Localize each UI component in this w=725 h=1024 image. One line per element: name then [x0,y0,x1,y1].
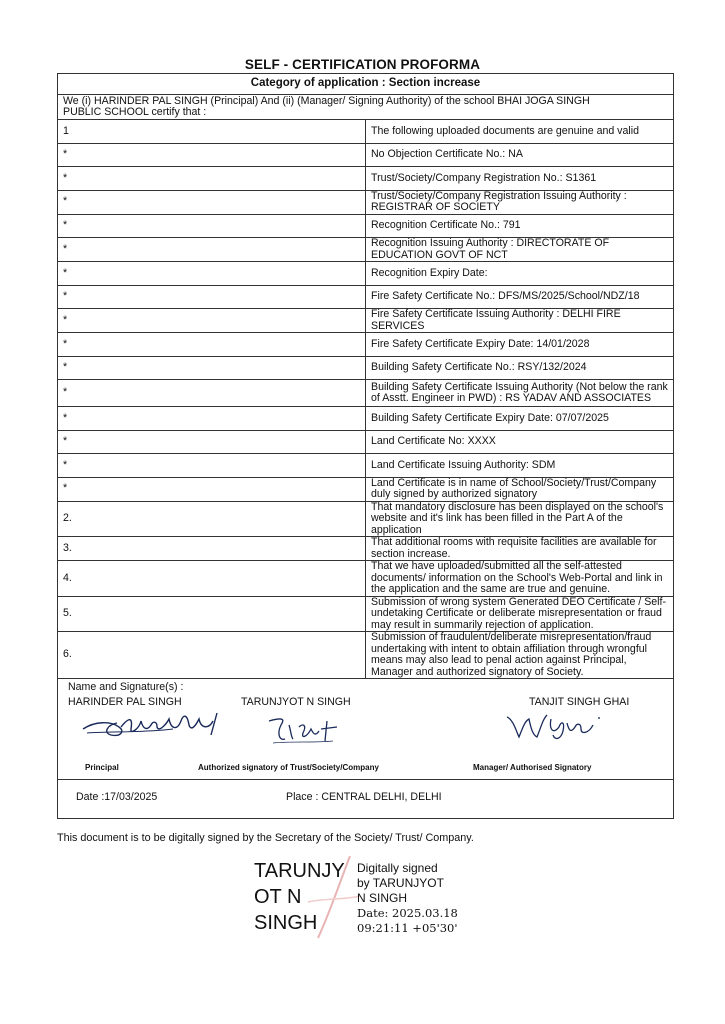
row-number: 5. [58,596,366,632]
row-number: * [58,190,366,214]
footnote: This document is to be digitally signed by the Secretary of the Society/ Trust/ Company. [57,832,474,844]
signer-name-line-2: OT N [254,886,302,908]
row-text: Recognition Issuing Authority : DIRECTORATE OF EDUCATION GOVT OF NCT [366,238,674,262]
row-text: Building Safety Certificate Issuing Authority (Not below the rank of Asstt. Engineer in PWD) : RS YADAV AND ASSOCIATES [366,380,674,407]
row-number: * [58,143,366,167]
row-number: 3. [58,537,366,561]
table-row [58,190,674,214]
place-label: Place : CENTRAL DELHI, DELHI [286,791,442,803]
signer-name-line-1: TARUNJY [254,860,345,882]
digital-signer-name [254,858,354,936]
table-row [58,632,674,679]
table-row [58,537,674,561]
table-row [58,120,674,144]
certification-table [57,73,674,819]
principal-signature [81,707,231,743]
authorized-role: Authorized signatory of Trust/Society/Company [198,763,379,772]
row-text: No Objection Certificate No.: NA [366,143,674,167]
table-row [58,501,674,537]
signer-name-line-3: SINGH [254,912,318,934]
row-text: Recognition Certificate No.: 791 [366,214,674,238]
row-text: The following uploaded documents are genuine and valid [366,120,674,144]
row-number: * [58,356,366,380]
principal-role: Principal [85,763,119,772]
page-title: SELF - CERTIFICATION PROFORMA [244,57,481,72]
table-row [58,596,674,632]
table-row [58,214,674,238]
authorized-signatory-name: TARUNJYOT N SINGH [241,696,351,708]
manager-name: TANJIT SINGH GHAI [529,696,630,708]
dsig-info-line-1: Digitally signed [357,861,438,875]
row-text: Land Certificate is in name of School/Society/Trust/Company duly signed by authorized signatory [366,477,674,501]
dsig-info-line-5: 09:21:11 +05'30' [357,921,458,935]
dsig-info-line-3: N SINGH [357,891,408,905]
table-row [58,380,674,407]
row-number: * [58,454,366,478]
authorized-signature [263,713,343,747]
row-text: Land Certificate Issuing Authority: SDM [366,454,674,478]
table-row [58,167,674,191]
intro-line-2: PUBLIC SCHOOL certify that : [63,106,207,118]
signatures-heading: Name and Signature(s) : [68,681,184,693]
row-text: Fire Safety Certificate Issuing Authority : DELHI FIRE SERVICES [366,309,674,333]
table-row [58,238,674,262]
table-row [58,477,674,501]
row-text: Submission of fraudulent/deliberate misrepresentation/fraud undertaking with intent to obtain affiliation through wrongful means may also lead to penal action against Principal, Manager and authorized signatory of Society. [366,632,674,679]
manager-signature [503,709,613,745]
row-number: * [58,430,366,454]
row-number: * [58,214,366,238]
row-number: 4. [58,561,366,597]
table-row [58,430,674,454]
row-text: Building Safety Certificate Expiry Date: 07/07/2025 [366,407,674,431]
intro-statement [58,95,674,120]
row-number: * [58,309,366,333]
row-text: Land Certificate No: XXXX [366,430,674,454]
row-text: Trust/Society/Company Registration Issuing Authority : REGISTRAR OF SOCIETY [366,190,674,214]
row-number: * [58,407,366,431]
row-text: Fire Safety Certificate No.: DFS/MS/2025/School/NDZ/18 [366,285,674,309]
row-number: 1 [58,120,366,144]
row-number: * [58,380,366,407]
category-heading: Category of application : Section increase [58,74,674,95]
intro-line-1: We (i) HARINDER PAL SINGH (Principal) And (ii) (Manager/ Signing Authority) of the school BHAI JOGA SINGH [63,94,590,107]
row-text: Trust/Society/Company Registration No.: S1361 [366,167,674,191]
dsig-info-line-4: Date: 2025.03.18 [357,906,458,920]
manager-role: Manager/ Authorised Signatory [473,763,592,772]
table-row [58,309,674,333]
date-label: Date :17/03/2025 [76,791,158,803]
table-row [58,143,674,167]
row-text: Building Safety Certificate No.: RSY/132/2024 [366,356,674,380]
table-row [58,262,674,286]
table-row [58,333,674,357]
row-text: Fire Safety Certificate Expiry Date: 14/01/2028 [366,333,674,357]
row-number: * [58,285,366,309]
table-row [58,356,674,380]
row-text: That mandatory disclosure has been displayed on the school's website and it's link has been filled in the Part A of the application [366,501,674,537]
row-number: * [58,333,366,357]
row-number: * [58,262,366,286]
row-text: Submission of wrong system Generated DEO Certificate / Self-undetaking Certificate or deliberate misrepresentation or fraud may result in summarily rejection of application. [366,596,674,632]
row-number: 2. [58,501,366,537]
row-number: 6. [58,632,366,679]
row-text: Recognition Expiry Date: [366,262,674,286]
signature-section [58,679,674,780]
digital-signature-info [357,861,458,936]
date-place-row [58,780,674,819]
row-number: * [58,477,366,501]
table-row [58,561,674,597]
dsig-info-line-2: by TARUNJYOT [357,876,444,890]
principal-name: HARINDER PAL SINGH [68,696,182,708]
table-row [58,285,674,309]
table-row [58,454,674,478]
row-number: * [58,167,366,191]
table-row [58,407,674,431]
row-number: * [58,238,366,262]
row-text: That additional rooms with requisite facilities are available for section increase. [366,537,674,561]
row-text: That we have uploaded/submitted all the self-attested documents/ information on the School's Web-Portal and link in the application and the same are true and genuine. [366,561,674,597]
